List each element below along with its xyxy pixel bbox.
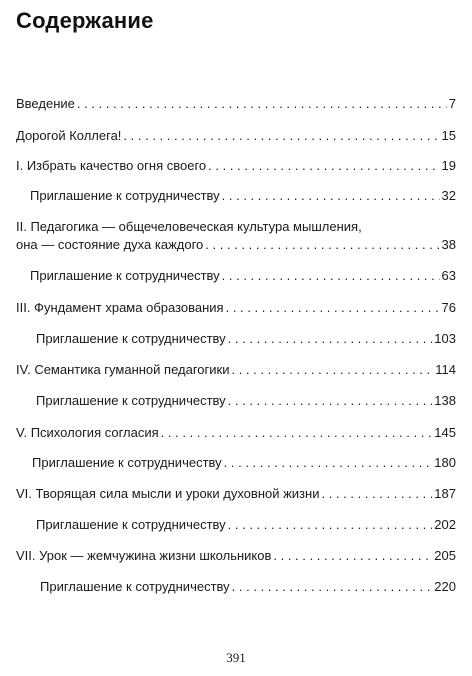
toc-entry-label: Приглашение к сотрудничеству [32,455,222,470]
toc-entry-label-line1: II. Педагогика — общечеловеческая культура мышления, [16,219,362,234]
toc-entry-label: она — состояние духа каждого [16,237,204,252]
dot-leader [205,236,439,254]
toc-entry-page: 38 [441,237,456,252]
dot-leader [222,187,440,205]
dot-leader [77,95,447,113]
dot-leader [273,547,432,565]
toc-entry-chapter-4[interactable] [16,361,456,379]
toc-entry-page: 180 [434,455,456,470]
toc-entry-label: VI. Творящая сила мысли и уроки духовной жизни [16,486,320,501]
toc-entry-invitation-2[interactable] [30,267,456,285]
dot-leader [161,424,433,442]
dot-leader [123,127,439,145]
toc-entry-page: 7 [448,96,456,111]
toc-entry-chapter-1[interactable] [16,157,456,175]
toc-entry-page: 15 [441,128,456,143]
toc-entry-chapter-7[interactable] [16,547,456,565]
toc-entry-label: Приглашение к сотрудничеству [36,331,226,346]
toc-entry-page: 114 [435,362,456,377]
dot-leader [232,578,433,596]
toc-entry-label: VII. Урок — жемчужина жизни школьников [16,548,272,563]
dot-leader [226,299,440,317]
dot-leader [228,392,433,410]
toc-entry-page: 145 [434,425,456,440]
page-number: 391 [226,650,246,665]
dot-leader [321,485,432,503]
dot-leader [231,361,433,379]
toc-entry-label: Приглашение к сотрудничеству [36,517,226,532]
dot-leader [228,330,433,348]
toc-entry-label: Введение [16,96,75,111]
toc-entry-page: 220 [434,579,456,594]
toc-entry-invitation-3[interactable] [36,330,456,348]
toc-entry-page: 19 [441,158,456,173]
toc-entry-page: 187 [434,486,456,501]
toc-entry-introduction[interactable] [16,95,456,113]
toc-entry-chapter-2[interactable] [16,218,456,254]
toc-entry-page: 138 [434,393,456,408]
toc-entry-dear-colleague[interactable] [16,127,456,145]
toc-entry-label: Дорогой Коллега! [16,128,122,143]
toc-entry-page: 103 [434,331,456,346]
dot-leader [222,267,440,285]
toc-entry-label: III. Фундамент храма образования [16,300,224,315]
toc-entry-invitation-4[interactable] [36,392,456,410]
toc-entry-page: 32 [441,188,456,203]
toc-entry-label: IV. Семантика гуманной педагогики [16,362,230,377]
toc-entry-page: 205 [434,548,456,563]
toc-entry-label: Приглашение к сотрудничеству [40,579,230,594]
toc-entry-chapter-3[interactable] [16,299,456,317]
toc-entry-label: Приглашение к сотрудничеству [30,268,220,283]
dot-leader [224,454,433,472]
toc-entry-label: Приглашение к сотрудничеству [36,393,226,408]
toc-entry-label: Приглашение к сотрудничеству [30,188,220,203]
toc-entry-label: I. Избрать качество огня своего [16,158,207,173]
toc-entry-invitation-1[interactable] [30,187,456,205]
toc-entry-page: 63 [441,268,456,283]
dot-leader [228,516,433,534]
toc-entry-chapter-6[interactable] [16,485,456,503]
page-title: Содержание [16,8,154,33]
toc-entry-label: V. Психология согласия [16,425,159,440]
toc-entry-invitation-6[interactable] [36,516,456,534]
toc-entry-page: 202 [434,517,456,532]
dot-leader [208,157,439,175]
toc-entry-page: 76 [441,300,456,315]
toc-entry-invitation-7[interactable] [40,578,456,596]
toc-entry-invitation-5[interactable] [32,454,456,472]
toc-entry-chapter-5[interactable] [16,424,456,442]
